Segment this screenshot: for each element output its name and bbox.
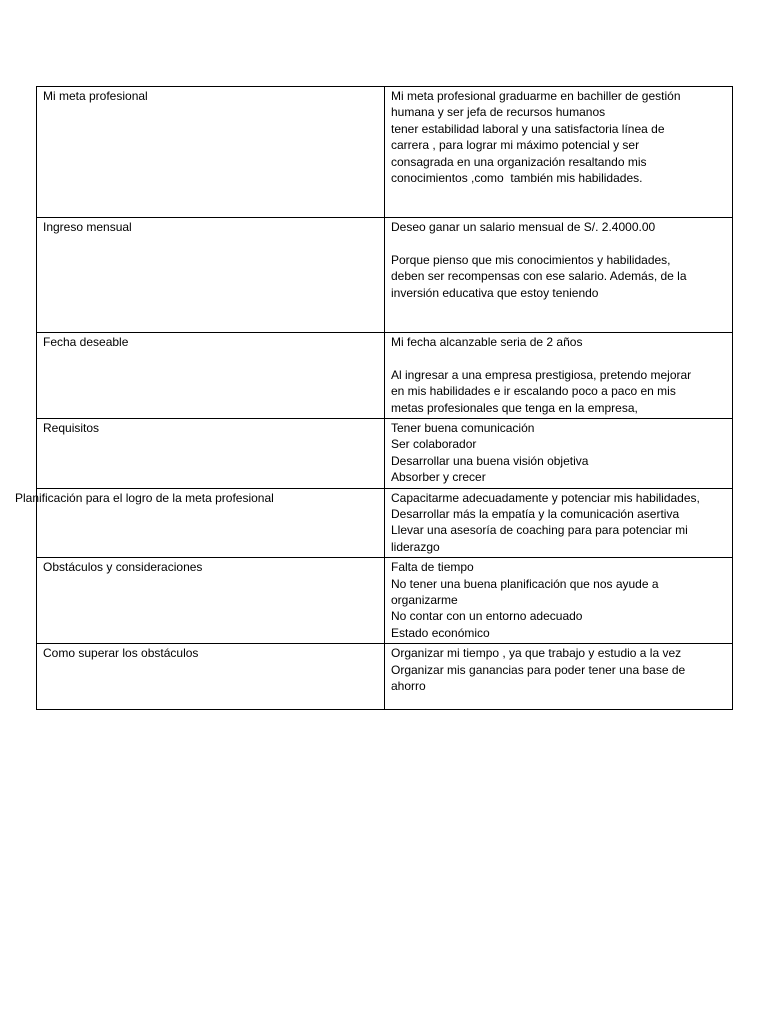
content-line: Tener buena comunicación (391, 421, 535, 436)
content-line: ahorro (391, 679, 426, 694)
content-line: Organizar mi tiempo , ya que trabajo y estudio a la vez (391, 646, 682, 661)
content-line: Mi meta profesional graduarme en bachiller de gestión (391, 89, 681, 103)
row-label-cell (37, 419, 385, 489)
content-line: consagrada en una organización resaltando mis (391, 154, 647, 169)
content-line: liderazgo (391, 539, 440, 554)
content-line: Desarrollar una buena visión objetiva (391, 453, 589, 468)
table-row-planificacion (37, 488, 733, 558)
content-line: deben ser recompensas con ese salario. Además, de la (391, 269, 687, 284)
content-line: carrera , para lograr mi máximo potencial y ser (391, 138, 640, 153)
row-label-cell (37, 218, 385, 333)
table-row-meta-profesional (37, 87, 733, 218)
content-line: Deseo ganar un salario mensual de S/. 2.4000.00 (391, 220, 656, 234)
content-line: metas profesionales que tenga en la empresa, (391, 400, 638, 415)
row-label: Requisitos (43, 421, 100, 436)
table-row-superar-obstaculos (37, 644, 733, 710)
row-content-cell (385, 218, 733, 333)
table-row-ingreso-mensual (37, 218, 733, 333)
row-label-cell (37, 644, 385, 710)
row-label-cell (37, 333, 385, 419)
content-line: No contar con un entorno adecuado (391, 609, 583, 624)
row-label: Fecha deseable (43, 335, 129, 349)
row-label-cell (37, 558, 385, 644)
content-line: Organizar mis ganancias para poder tener una base de (391, 662, 686, 677)
row-content-cell (385, 558, 733, 644)
content-line: inversión educativa que estoy teniendo (391, 285, 599, 300)
row-content-cell (385, 419, 733, 489)
table-row-requisitos (37, 419, 733, 489)
content-line: Absorber y crecer (391, 470, 486, 485)
content-spacer (391, 350, 726, 366)
row-label: Obstáculos y consideraciones (43, 560, 203, 575)
content-line: tener estabilidad laboral y una satisfactoria línea de (391, 121, 665, 136)
row-content-cell (385, 333, 733, 419)
content-spacer (391, 235, 726, 251)
content-line: Mi fecha alcanzable seria de 2 años (391, 335, 583, 349)
content-line: Ser colaborador (391, 437, 477, 452)
content-line: Al ingresar a una empresa prestigiosa, pretendo mejorar (391, 367, 692, 382)
content-line: No tener una buena planificación que nos ayude a (391, 576, 659, 591)
row-label: Como superar los obstáculos (43, 646, 199, 661)
content-line: en mis habilidades e ir escalando poco a paco en mis (391, 384, 676, 399)
content-line: Porque pienso que mis conocimientos y habilidades, (391, 252, 671, 267)
content-line: conocimientos ,como también mis habilidades. (391, 171, 643, 186)
content-line: Desarrollar más la empatía y la comunicación asertiva (391, 507, 680, 522)
career-plan-table (15, 86, 733, 710)
content-line: Llevar una asesoría de coaching para para potenciar mi (391, 523, 688, 538)
row-label: Mi meta profesional (43, 89, 148, 103)
content-line: Estado económico (391, 625, 490, 640)
content-line: organizarme (391, 593, 458, 608)
content-line: Falta de tiempo (391, 560, 474, 575)
table-row-fecha-deseable (37, 333, 733, 419)
content-line: humana y ser jefa de recursos humanos (391, 105, 606, 120)
table-row-obstaculos (37, 558, 733, 644)
row-label-cell (15, 488, 385, 558)
row-content-cell (385, 87, 733, 218)
row-label: Planificación para el logro de la meta profesional (15, 490, 274, 505)
row-content-cell (385, 488, 733, 558)
content-line: Capacitarme adecuadamente y potenciar mis habilidades, (391, 490, 700, 505)
row-content-cell (385, 644, 733, 710)
row-label-cell (37, 87, 385, 218)
row-label: Ingreso mensual (43, 220, 132, 234)
